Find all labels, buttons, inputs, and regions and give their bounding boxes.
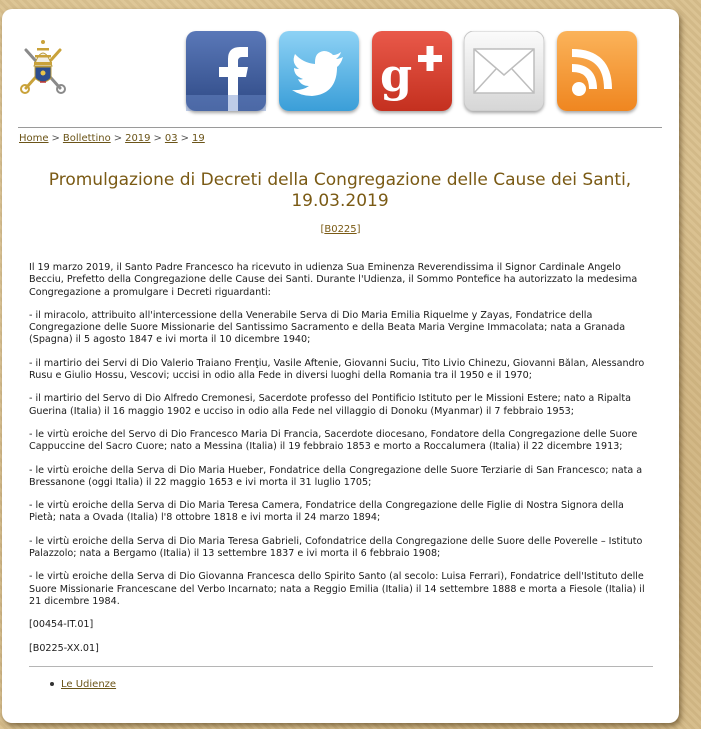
breadcrumb-separator: > [180,133,190,144]
article-body [29,262,653,666]
facebook-icon[interactable] [186,31,266,111]
header-divider [18,127,662,128]
article-paragraph: - le virtù eroiche della Serva di Dio Maria Teresa Gabrieli, Cofondatrice della Congregazione delle Suore delle Poverelle – Istituto Palazzolo; nata a Bergamo (Italia) il 13 settembre 1837 e ivi morta il 6 febbraio 1908; [29,535,643,560]
breadcrumb-month[interactable]: 03 [164,133,178,144]
papal-coat-of-arms-icon[interactable] [18,36,68,96]
article-paragraph: - le virtù eroiche del Servo di Dio Francesco Maria Di Francia, Sacerdote diocesano, Fondatore della Congregazione delle Suore Cappuccine del Sacro Cuore; nato a Messina (Italia) il 19 febbraio 1853 e morto a Roccalumera (Italia) il 22 dicembre 1913; [29,428,638,453]
bulletin-code-link[interactable]: B0225 [324,224,357,235]
bulletin-code [2,224,679,235]
article-paragraph: - le virtù eroiche della Serva di Dio Giovanna Francesca dello Spirito Santo (al secolo: Luisa Ferrari), Fondatrice dell'Istituto delle Suore Missionarie Francescane del Verbo Incarnato; nata a Reggio Emilia (Italia) il 14 settembre 1888 e morta a Fiesole (Italia) il 21 dicembre 1984. [29,571,645,607]
bullet-icon [50,682,54,686]
page-panel [2,9,679,723]
breadcrumb-separator: > [51,133,60,144]
article-paragraph: - le virtù eroiche della Serva di Dio Maria Hueber, Fondatrice della Congregazione delle Suore Terziarie di San Francesco; nata a Bressanone (oggi Italia) il 22 maggio 1653 e ivi morta il 31 luglio 1705; [29,464,643,488]
article-reference-code: [B0225-XX.01] [29,642,99,654]
footer-divider [29,666,653,667]
breadcrumb [19,133,205,144]
article-paragraph: - il martirio dei Servi di Dio Valerio Traiano Frenţiu, Vasile Aftenie, Giovanni Suciu, Tito Livio Chinezu, Giovanni Bălan, Alessandro Rusu e Giulio Hossu, Vescovi; uccisi in odio alla Fede in diversi luoghi della Romania tra il 1950 e il 1970; [29,357,645,382]
related-links [50,679,116,690]
article-paragraph: - le virtù eroiche della Serva di Dio Maria Teresa Camera, Fondatrice della Congregazione delle Figlie di Nostra Signora della Pietà; nata a Ovada (Italia) l'8 ottobre 1818 e ivi morta il 24 marzo 1894; [29,500,624,524]
related-link-udienze[interactable]: Le Udienze [61,679,117,690]
article-paragraph: Il 19 marzo 2019, il Santo Padre Francesco ha ricevuto in udienza Sua Eminenza Reverendissima il Signor Cardinale Angelo Becciu, Prefetto della Congregazione delle Cause dei Santi. Durante l'Udienza, il Sommo Pontefice ha autorizzato la medesima Congregazione a promulgare i Decreti riguardanti: [29,262,638,298]
article-reference-code: [00454-IT.01] [29,619,94,631]
breadcrumb-bollettino[interactable]: Bollettino [62,133,111,144]
svg-text:g: g [380,48,413,102]
twitter-icon[interactable] [279,31,359,111]
article-paragraph: - il miracolo, attribuito all'intercessione della Venerabile Serva di Dio Maria Emilia Riquelme y Zayas, Fondatrice della Congregazione delle Suore Missionarie del Santissimo Sacramento e della Beata Maria Vergine Immacolata; nata a Granada (Spagna) il 5 agosto 1847 e ivi morta il 10 dicembre 1940; [29,309,626,346]
mail-icon[interactable] [464,31,544,111]
breadcrumb-year[interactable]: 2019 [125,133,151,144]
article-paragraph: - il martirio del Servo di Dio Alfredo Cremonesi, Sacerdote professo del Pontificio Istituto per le Missioni Estere; nato a Ripalta Guerina (Italia) il 16 maggio 1902 e ucciso in odio alla Fede nel villaggio di Donoku (Myanmar) il 7 febbraio 1953; [29,393,631,417]
breadcrumb-separator: > [153,133,162,144]
page-title: Promulgazione di Decreti della Congregazione delle Cause dei Santi, 19.03.2019 [48,170,632,211]
breadcrumb-day[interactable]: 19 [192,133,205,144]
google-plus-icon[interactable] [372,31,452,111]
code-bracket-close: ] [356,224,361,235]
rss-icon[interactable] [557,31,637,111]
code-bracket-open: [ [320,224,325,235]
breadcrumb-separator: > [113,133,123,144]
breadcrumb-home[interactable]: Home [19,133,49,144]
